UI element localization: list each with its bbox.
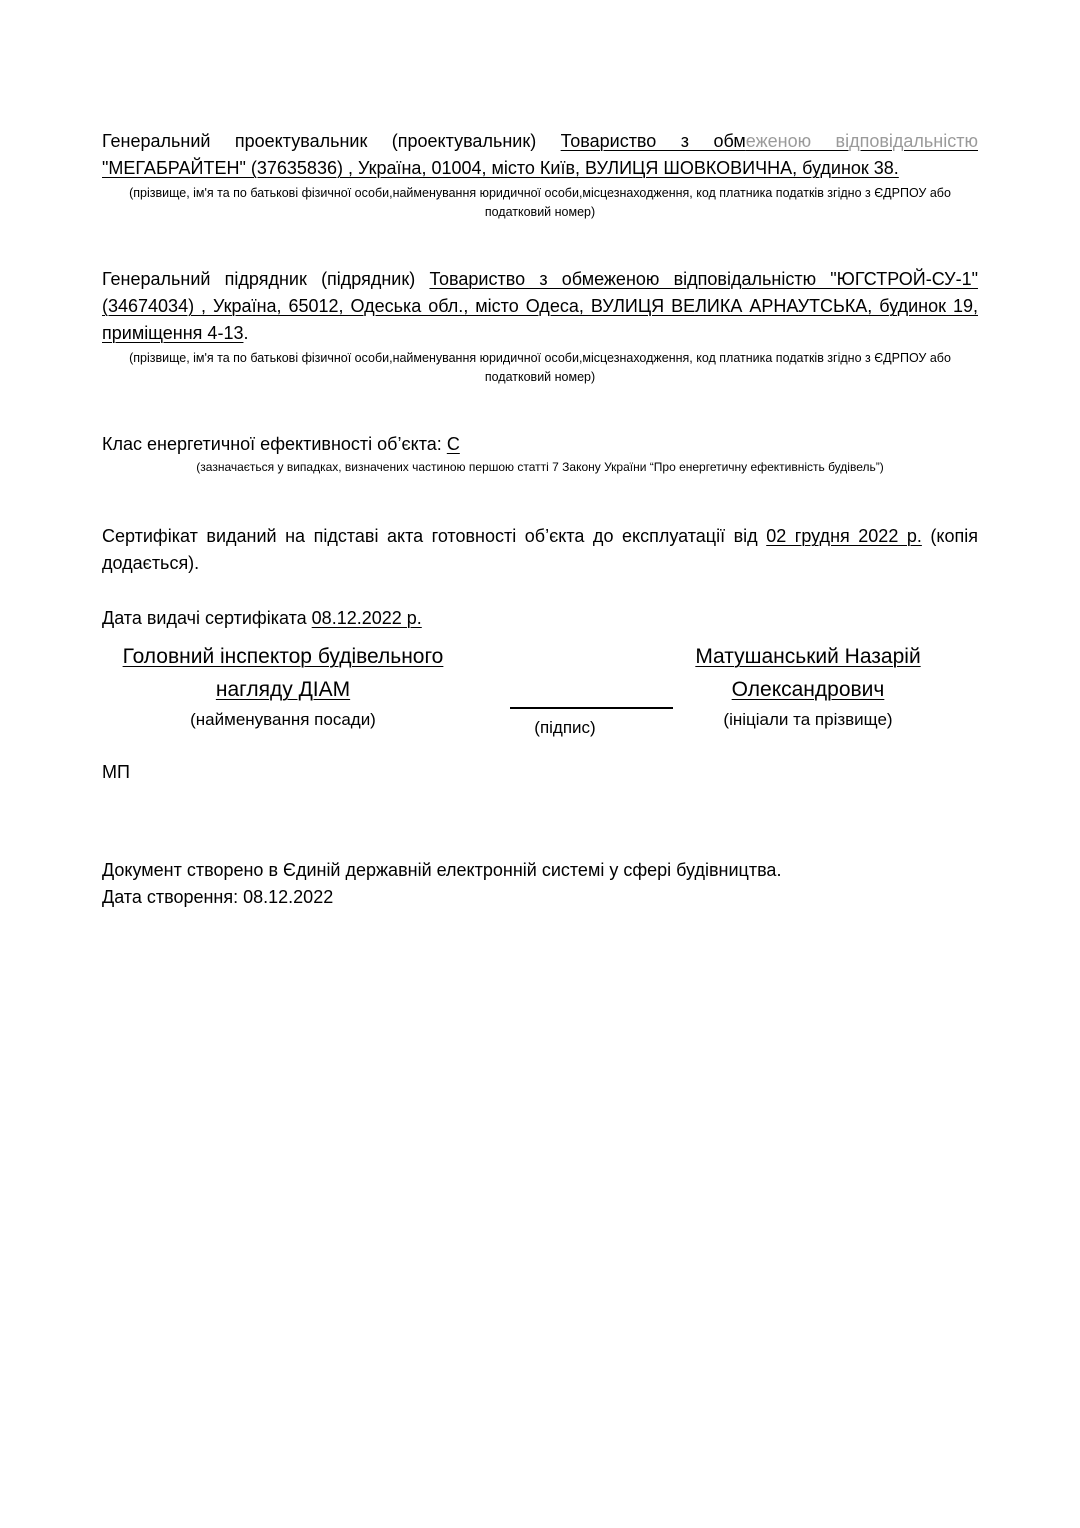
footer-line1: Документ створено в Єдиній державній електронній системі у сфері будівництва.: [102, 860, 782, 880]
energy-value: С: [446, 434, 460, 454]
basis-section: [102, 523, 978, 577]
energy-label: Клас енергетичної ефективності об’єкта:: [102, 434, 442, 454]
energy-paragraph: [102, 431, 978, 458]
position-column: [102, 640, 464, 732]
basis-date: 02 грудня 2022 р.: [766, 526, 922, 546]
contractor-paragraph: [102, 266, 978, 347]
issue-paragraph: [102, 605, 978, 632]
contractor-label: Генеральний підрядник (підрядник): [102, 269, 416, 289]
issue-date: 08.12.2022 р.: [311, 608, 422, 628]
name-line1: Матушанський Назарій: [695, 645, 921, 668]
name-column: [662, 640, 954, 732]
signature-column: [510, 714, 620, 740]
designer-section: [102, 128, 978, 222]
designer-paragraph: [102, 128, 978, 182]
signature-caption: (підпис): [534, 718, 596, 737]
name-line2: Олександрович: [731, 678, 885, 701]
designer-value-part1: Товариство з обм: [560, 131, 746, 151]
contractor-section: [102, 266, 978, 387]
contractor-note: (прізвище, ім'я та по батькові фізичної особи,найменування юридичної особи,місцезнаходження, код платника податків згідно з ЄДРПОУ або податковий номер): [129, 351, 951, 384]
signature-line: [510, 707, 673, 709]
footer-line2: Дата створення: 08.12.2022: [102, 887, 334, 907]
issue-label: Дата видачі сертифіката: [102, 608, 307, 628]
position-caption: (найменування посади): [190, 710, 376, 729]
basis-text-after: (копія додається).: [102, 526, 978, 573]
designer-value-part2: "МЕГАБРАЙТЕН" (37635836) , Україна, 01004, місто Київ, ВУЛИЦЯ ШОВКОВИЧНА, будинок 38.: [102, 158, 899, 178]
contractor-suffix: .: [243, 323, 249, 343]
basis-paragraph: [102, 523, 978, 577]
energy-section: [102, 431, 978, 476]
footer-section: [102, 857, 978, 911]
name-caption: (ініціали та прізвище): [723, 710, 893, 729]
contractor-value: Товариство з обмеженою відповідальністю "ЮГСТРОЙ-СУ-1" (34674034) , Україна, 65012, Одеська обл., місто Одеса, ВУЛИЦЯ ВЕЛИКА АРНАУТСЬКА, будинок 19, приміщення 4-13: [102, 269, 978, 343]
stamp-section: [102, 759, 978, 786]
designer-label: Генеральний проектувальник (проектувальник): [102, 131, 537, 151]
stamp-label: МП: [102, 762, 130, 782]
designer-value-faded: еженою відповідальністю: [745, 131, 978, 151]
position-line2: нагляду ДІАМ: [215, 678, 351, 701]
designer-note: (прізвище, ім'я та по батькові фізичної особи,найменування юридичної особи,місцезнаходження, код платника податків згідно з ЄДРПОУ або податковий номер): [129, 186, 951, 219]
basis-text-before: Сертифікат виданий на підставі акта готовності об’єкта до експлуатації від: [102, 526, 758, 546]
position-line1: Головний інспектор будівельного: [122, 645, 444, 668]
energy-note: (зазначається у випадках, визначених частиною першою статті 7 Закону України “Про енергетичну ефективність будівель”): [196, 460, 884, 474]
issue-section: [102, 605, 978, 632]
